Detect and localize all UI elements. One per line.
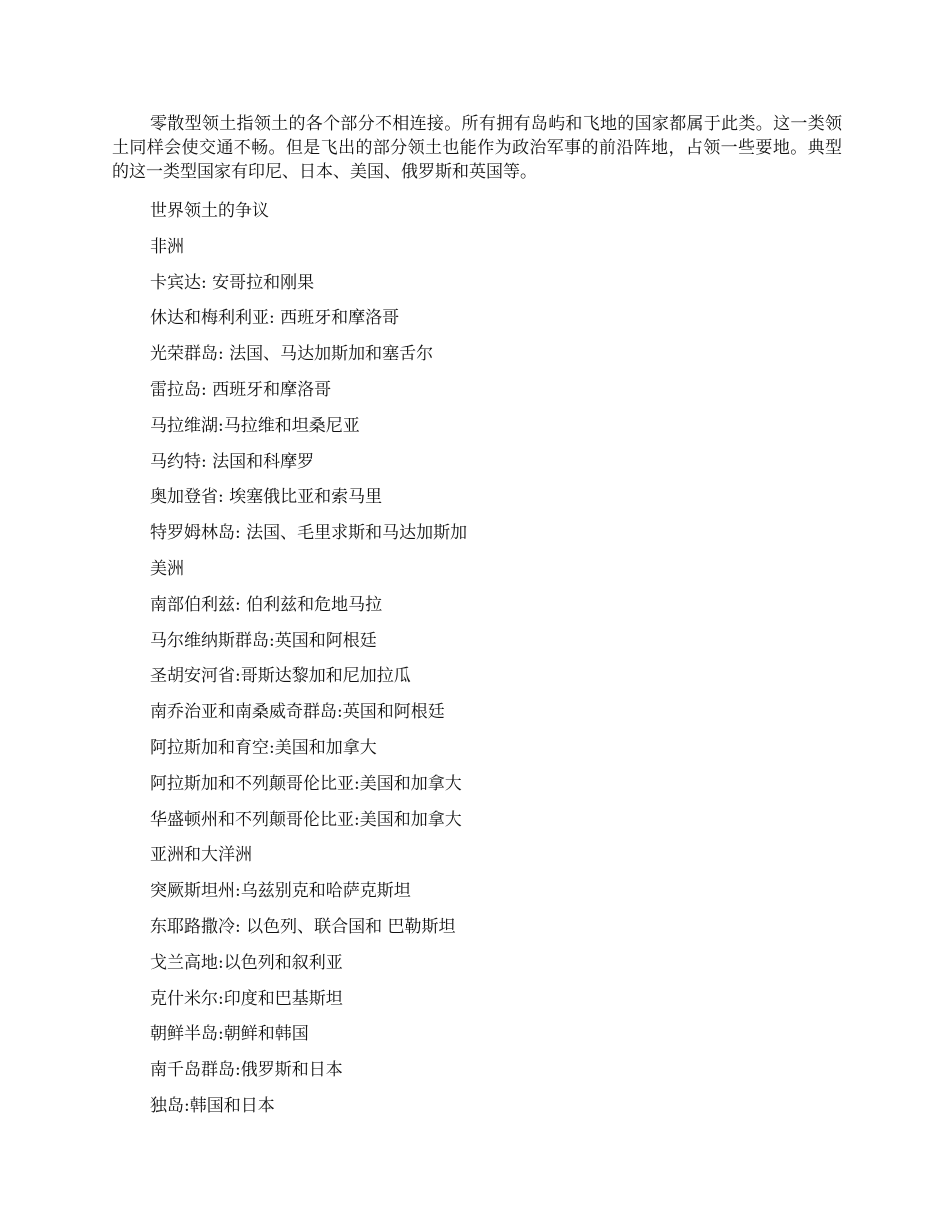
list-item: 奥加登省: 埃塞俄比亚和索马里 bbox=[150, 487, 383, 508]
list-item: 独岛:韩国和日本 bbox=[150, 1095, 275, 1116]
section-title: 世界领土的争议 bbox=[150, 201, 269, 221]
list-item: 南部伯利兹: 伯利兹和危地马拉 bbox=[150, 594, 383, 615]
list-item: 马约特: 法国和科摩罗 bbox=[150, 451, 315, 472]
region-heading-africa: 非洲 bbox=[150, 236, 184, 257]
list-item: 特罗姆林岛: 法国、毛里求斯和马达加斯加 bbox=[150, 523, 468, 544]
list-item: 克什米尔:印度和巴基斯坦 bbox=[150, 988, 343, 1009]
intro-paragraph: 零散型领土指领土的各个部分不相连接。所有拥有岛屿和飞地的国家都属于此类。这一类领土同样会使交通不畅。但是飞出的部分领土也能作为政治军事的前沿阵地，占领一些要地。典型的这一类型国家有印尼、日本、美国、俄罗斯和英国等。 bbox=[112, 114, 842, 182]
list-item: 阿拉斯加和育空:美国和加拿大 bbox=[150, 737, 377, 758]
list-item: 卡宾达: 安哥拉和刚果 bbox=[150, 272, 315, 293]
list-item: 休达和梅利利亚: 西班牙和摩洛哥 bbox=[150, 308, 400, 329]
dispute-list bbox=[112, 194, 842, 1125]
list-item: 突厥斯坦州:乌兹别克和哈萨克斯坦 bbox=[150, 881, 411, 902]
list-item: 光荣群岛: 法国、马达加斯加和塞舌尔 bbox=[150, 344, 434, 365]
list-item: 雷拉岛: 西班牙和摩洛哥 bbox=[150, 379, 332, 400]
list-item: 南乔治亚和南桑威奇群岛:英国和阿根廷 bbox=[150, 702, 445, 723]
list-item: 华盛顿州和不列颠哥伦比亚:美国和加拿大 bbox=[150, 809, 462, 830]
list-item: 马尔维纳斯群岛:英国和阿根廷 bbox=[150, 630, 377, 651]
list-item: 南千岛群岛:俄罗斯和日本 bbox=[150, 1060, 343, 1081]
list-item: 戈兰高地:以色列和叙利亚 bbox=[150, 952, 343, 973]
list-item: 马拉维湖:马拉维和坦桑尼亚 bbox=[150, 415, 360, 436]
list-item: 阿拉斯加和不列颠哥伦比亚:美国和加拿大 bbox=[150, 773, 462, 794]
region-heading-asia-oceania: 亚洲和大洋洲 bbox=[150, 845, 252, 866]
list-item: 东耶路撒冷: 以色列、联合国和 巴勒斯坦 bbox=[150, 916, 456, 937]
list-item: 圣胡安河省:哥斯达黎加和尼加拉瓜 bbox=[150, 666, 411, 687]
region-heading-americas: 美洲 bbox=[150, 558, 184, 579]
list-item: 朝鲜半岛:朝鲜和韩国 bbox=[150, 1024, 309, 1045]
